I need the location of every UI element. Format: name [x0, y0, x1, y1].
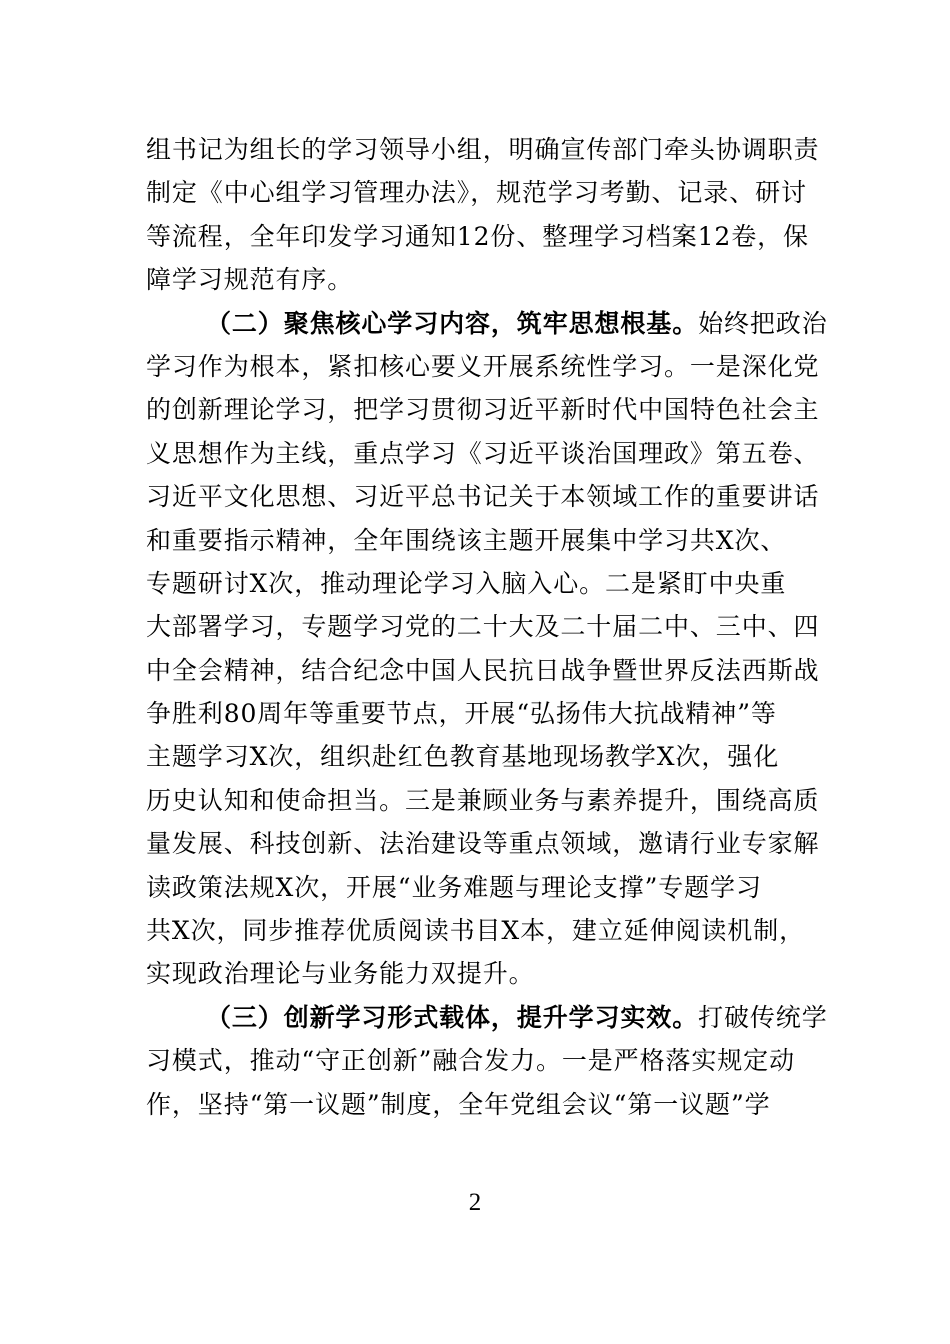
text-line: 的创新理论学习，把学习贯彻习近平新时代中国特色社会主	[146, 395, 820, 425]
text-line: 中全会精神，结合纪念中国人民抗日战争暨世界反法西斯战	[146, 655, 820, 685]
text-line: 和重要指示精神，全年围绕该主题开展集中学习共X次、	[146, 525, 787, 555]
text-line: 学习作为根本，紧扣核心要义开展系统性学习。一是深化党	[146, 351, 820, 381]
page-number: 2	[468, 1189, 482, 1216]
text-line: 实现政治理论与业务能力双提升。	[146, 959, 535, 989]
paragraph-first-line-text: 打破传统学	[698, 1002, 828, 1032]
text-line: 争胜利80周年等重要节点，开展“弘扬伟大抗战精神”等	[146, 699, 777, 729]
text-line: 等流程，全年印发学习通知12份、整理学习档案12卷，保	[146, 221, 809, 251]
text-line: 作，坚持“第一议题”制度，全年党组会议“第一议题”学	[146, 1089, 771, 1119]
paragraph-first-line	[146, 996, 826, 1039]
text-line: 习模式，推动“守正创新”融合发力。一是严格落实规定动	[146, 1046, 795, 1076]
text-line: 历史认知和使命担当。三是兼顾业务与素养提升，围绕高质	[146, 785, 820, 815]
text-line: 组书记为组长的学习领导小组，明确宣传部门牵头协调职责	[146, 135, 820, 164]
text-line: 习近平文化思想、习近平总书记关于本领域工作的重要讲话	[146, 482, 820, 512]
body-text	[146, 128, 826, 1126]
text-line: 义思想作为主线，重点学习《习近平谈治国理政》第五卷、	[146, 438, 820, 468]
text-line: 主题学习X次，组织赴红色教育基地现场教学X次，强化	[146, 742, 780, 772]
section-heading: （二）聚焦核心学习内容，筑牢思想根基。	[206, 308, 699, 338]
paragraph-first-line-text: 始终把政治	[698, 308, 828, 338]
text-line: 专题研讨X次，推动理论学习入脑入心。二是紧盯中央重	[146, 568, 787, 598]
text-line: 量发展、科技创新、法治建设等重点领域，邀请行业专家解	[146, 829, 820, 859]
text-line: 制定《中心组学习管理办法》，规范学习考勤、记录、研讨	[146, 178, 807, 208]
section-heading: （三）创新学习形式载体，提升学习实效。	[206, 1002, 699, 1032]
paragraph-first-line	[146, 302, 826, 345]
text-line: 读政策法规X次，开展“业务难题与理论支撑”专题学习	[146, 872, 762, 902]
text-line: 大部署学习，专题学习党的二十大及二十届二中、三中、四	[146, 612, 820, 642]
text-line: 障学习规范有序。	[146, 265, 354, 295]
text-line: 共X次，同步推荐优质阅读书目X本，建立延伸阅读机制，	[146, 916, 805, 946]
